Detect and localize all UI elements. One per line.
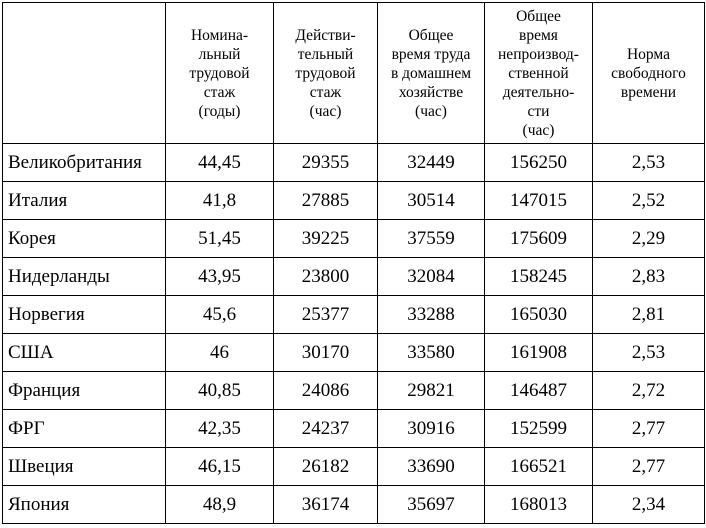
header-corner-cell <box>3 3 166 144</box>
nonproductive-time-cell: 175609 <box>485 220 593 258</box>
free-time-norm-cell: 2,53 <box>593 144 705 182</box>
table-row <box>3 220 705 258</box>
nonproductive-time-cell: 158245 <box>485 258 593 296</box>
actual-experience-cell: 26182 <box>274 448 378 486</box>
country-cell: Швеция <box>3 448 166 486</box>
nominal-experience-cell: 44,45 <box>166 144 274 182</box>
country-cell: Италия <box>3 182 166 220</box>
household-work-cell: 33690 <box>378 448 485 486</box>
table-row <box>3 448 705 486</box>
actual-experience-cell: 36174 <box>274 486 378 524</box>
nominal-experience-cell: 46 <box>166 334 274 372</box>
nonproductive-time-cell: 166521 <box>485 448 593 486</box>
country-cell: ФРГ <box>3 410 166 448</box>
actual-experience-cell: 24086 <box>274 372 378 410</box>
nominal-experience-cell: 40,85 <box>166 372 274 410</box>
nominal-experience-cell: 43,95 <box>166 258 274 296</box>
free-time-norm-cell: 2,53 <box>593 334 705 372</box>
nominal-experience-cell: 48,9 <box>166 486 274 524</box>
household-work-cell: 37559 <box>378 220 485 258</box>
table-row <box>3 486 705 524</box>
household-work-cell: 32449 <box>378 144 485 182</box>
data-table <box>2 2 705 524</box>
free-time-norm-cell: 2,29 <box>593 220 705 258</box>
country-cell: США <box>3 334 166 372</box>
actual-experience-cell: 39225 <box>274 220 378 258</box>
nominal-experience-cell: 41,8 <box>166 182 274 220</box>
table-row <box>3 296 705 334</box>
country-cell: Нидерланды <box>3 258 166 296</box>
table-row <box>3 334 705 372</box>
actual-experience-cell: 27885 <box>274 182 378 220</box>
table-row <box>3 410 705 448</box>
country-cell: Норвегия <box>3 296 166 334</box>
free-time-norm-cell: 2,72 <box>593 372 705 410</box>
country-cell: Корея <box>3 220 166 258</box>
free-time-norm-cell: 2,52 <box>593 182 705 220</box>
header-actual-experience: Действи- тельный трудовой стаж (час) <box>274 3 378 144</box>
nominal-experience-cell: 46,15 <box>166 448 274 486</box>
table-row <box>3 372 705 410</box>
actual-experience-cell: 25377 <box>274 296 378 334</box>
country-cell: Япония <box>3 486 166 524</box>
household-work-cell: 33288 <box>378 296 485 334</box>
country-cell: Великобритания <box>3 144 166 182</box>
table-row <box>3 144 705 182</box>
nominal-experience-cell: 45,6 <box>166 296 274 334</box>
nonproductive-time-cell: 146487 <box>485 372 593 410</box>
nominal-experience-cell: 42,35 <box>166 410 274 448</box>
table-row <box>3 258 705 296</box>
table-row <box>3 182 705 220</box>
nonproductive-time-cell: 165030 <box>485 296 593 334</box>
header-row <box>3 3 705 144</box>
actual-experience-cell: 30170 <box>274 334 378 372</box>
header-free-time-norm: Норма свободного времени <box>593 3 705 144</box>
nominal-experience-cell: 51,45 <box>166 220 274 258</box>
household-work-cell: 30514 <box>378 182 485 220</box>
free-time-norm-cell: 2,77 <box>593 410 705 448</box>
free-time-norm-cell: 2,77 <box>593 448 705 486</box>
nonproductive-time-cell: 147015 <box>485 182 593 220</box>
actual-experience-cell: 23800 <box>274 258 378 296</box>
nonproductive-time-cell: 152599 <box>485 410 593 448</box>
nonproductive-time-cell: 156250 <box>485 144 593 182</box>
header-nominal-experience: Номина- льный трудовой стаж (годы) <box>166 3 274 144</box>
free-time-norm-cell: 2,83 <box>593 258 705 296</box>
nonproductive-time-cell: 161908 <box>485 334 593 372</box>
free-time-norm-cell: 2,34 <box>593 486 705 524</box>
actual-experience-cell: 29355 <box>274 144 378 182</box>
header-household-work-time: Общее время труда в домашнем хозяйстве (час) <box>378 3 485 144</box>
nonproductive-time-cell: 168013 <box>485 486 593 524</box>
actual-experience-cell: 24237 <box>274 410 378 448</box>
header-nonproductive-time: Общее время непроизвод- ственной деятельно- сти (час) <box>485 3 593 144</box>
free-time-norm-cell: 2,81 <box>593 296 705 334</box>
country-cell: Франция <box>3 372 166 410</box>
household-work-cell: 30916 <box>378 410 485 448</box>
household-work-cell: 33580 <box>378 334 485 372</box>
household-work-cell: 35697 <box>378 486 485 524</box>
household-work-cell: 32084 <box>378 258 485 296</box>
household-work-cell: 29821 <box>378 372 485 410</box>
